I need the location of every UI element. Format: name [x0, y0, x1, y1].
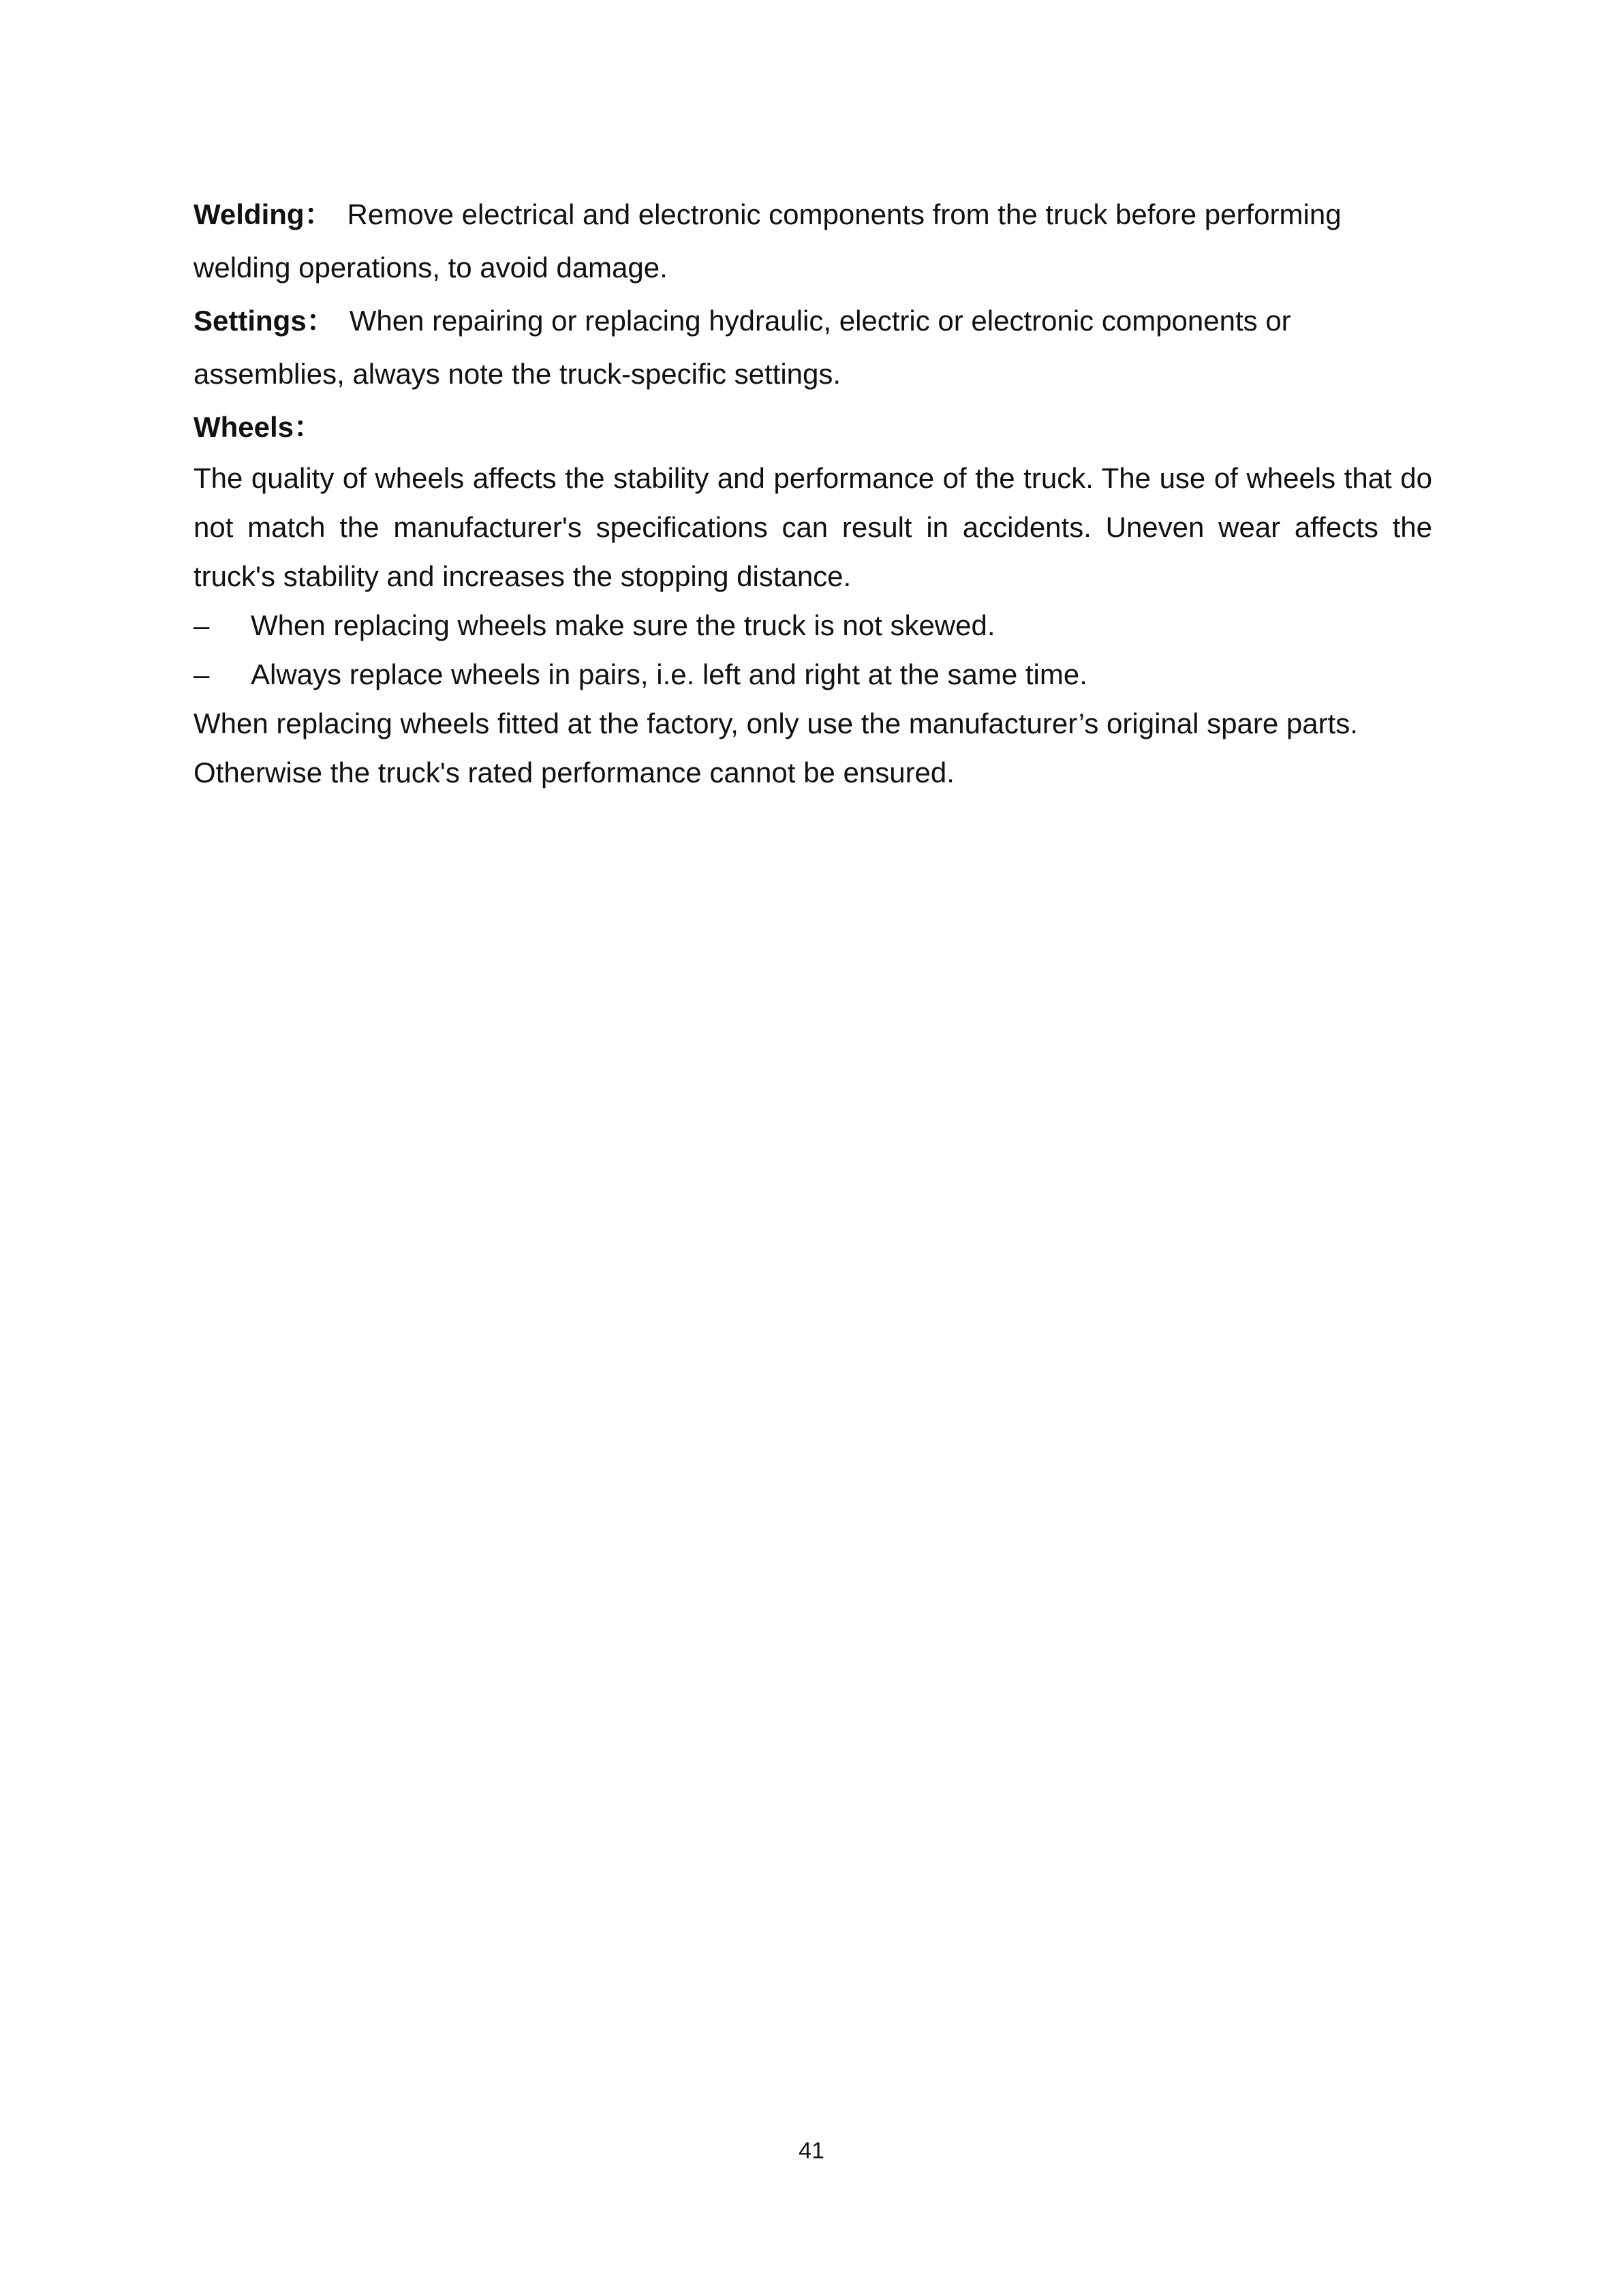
page-number: 41: [799, 2138, 824, 2164]
wheels-closing: [194, 699, 1432, 797]
wheels-bullet-2: [194, 650, 1432, 699]
wheels-bullet-1-text: When replacing wheels make sure the truck is not skewed.: [251, 609, 995, 641]
settings-label: Settings：: [194, 305, 335, 337]
wheels-closing-line-2: Otherwise the truck's rated performance cannot be ensured.: [194, 756, 955, 789]
settings-text-line-1: When repairing or replacing hydraulic, electric or electronic components or: [349, 305, 1291, 337]
wheels-closing-line-1: When replacing wheels fitted at the factory, only use the manufacturer’s original spare parts.: [194, 707, 1358, 739]
page-content: [194, 188, 1432, 797]
settings-text-line-2: assemblies, always note the truck-specific settings.: [194, 358, 841, 390]
welding-label: Welding：: [194, 198, 333, 230]
welding-text-line-1: Remove electrical and electronic components from the truck before performing: [347, 198, 1342, 230]
dash-marker: –: [194, 658, 210, 690]
wheels-bullet-1: [194, 601, 1432, 650]
dash-marker: –: [194, 609, 210, 641]
wheels-body: The quality of wheels affects the stability and performance of the truck. The use of wheels that do not match the manufacturer's specifications can result in accidents. Uneven wear affects the truck's stability and increases the stopping distance.: [194, 462, 1432, 592]
wheels-heading-paragraph: [194, 401, 1432, 454]
settings-paragraph: [194, 294, 1432, 401]
wheels-label: Wheels：: [194, 411, 323, 443]
welding-text-line-2: welding operations, to avoid damage.: [194, 251, 668, 284]
wheels-bullet-2-text: Always replace wheels in pairs, i.e. left and right at the same time.: [251, 658, 1087, 690]
welding-paragraph: [194, 188, 1432, 294]
